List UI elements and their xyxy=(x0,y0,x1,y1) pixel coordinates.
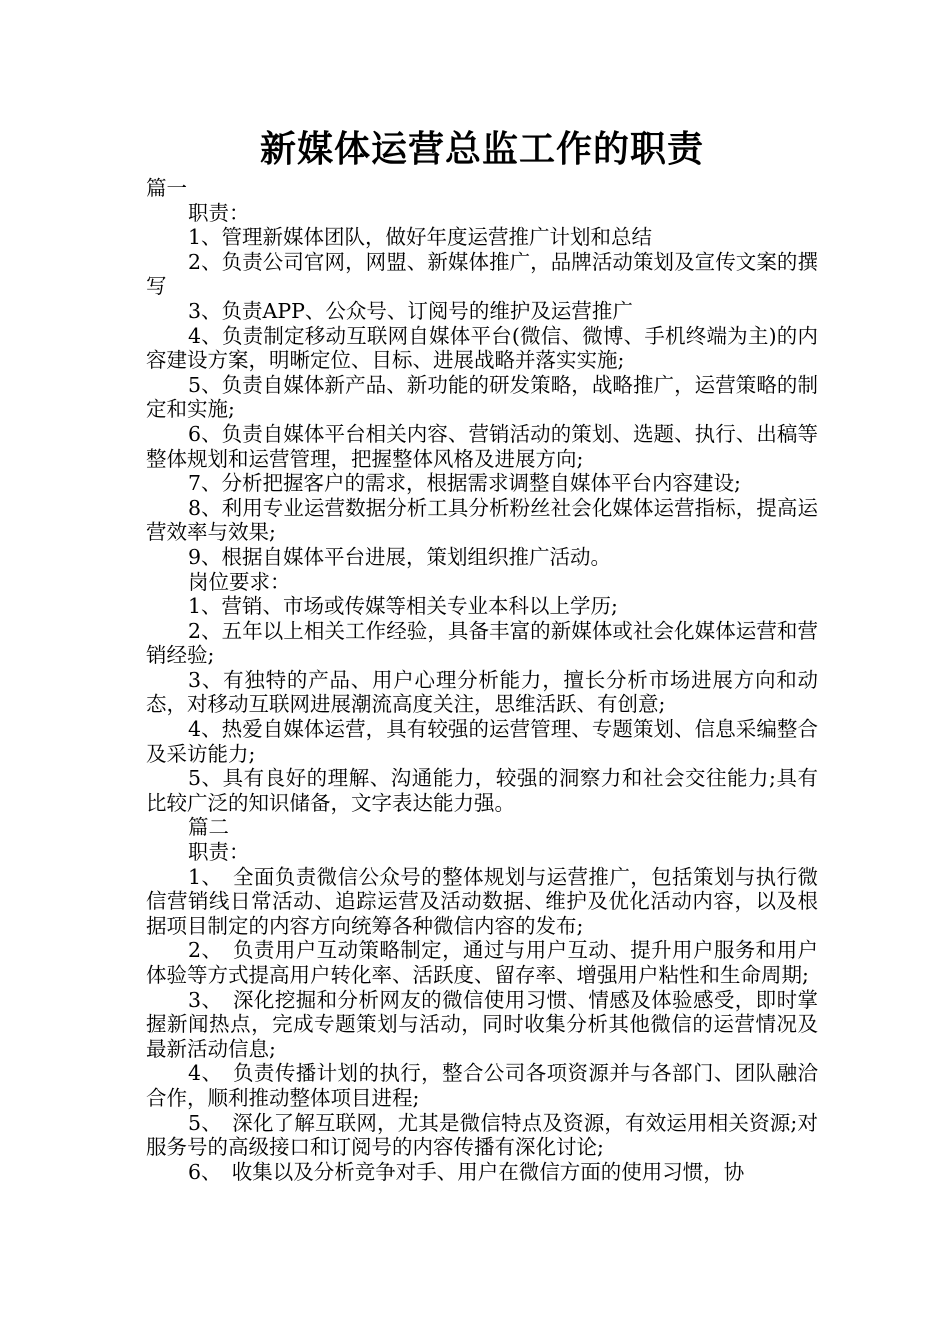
paragraph: 5、具有良好的理解、沟通能力，较强的洞察力和社会交往能力;具有比较广泛的知识储备，文字表达能力强。 xyxy=(146,766,818,815)
paragraph: 篇二 xyxy=(188,815,229,840)
paragraph: 4、热爱自媒体运营，具有较强的运营管理、专题策划、信息采编整合及采访能力; xyxy=(146,717,818,766)
paragraph: 8、利用专业运营数据分析工具分析粉丝社会化媒体运营指标，提高运营效率与效果; xyxy=(146,495,818,545)
page-title: 新媒体运营总监工作的职责 xyxy=(259,129,704,170)
paragraph: 9、根据自媒体平台进展，策划组织推广活动。 xyxy=(188,544,612,569)
paragraph: 岗位要求： xyxy=(188,569,291,594)
paragraph: 2、五年以上相关工作经验，具备丰富的新媒体或社会化媒体运营和营销经验; xyxy=(146,618,818,668)
paragraph: 5、 深化了解互联网，尤其是微信特点及资源，有效运用相关资源;对服务号的高级接口和订阅号的内容传播有深化讨论; xyxy=(146,1110,818,1160)
paragraph: 4、 负责传播计划的执行，整合公司各项资源并与各部门、团队融洽合作，顺利推动整体项目进程; xyxy=(146,1061,818,1110)
paragraph: 3、有独特的产品、用户心理分析能力，擅长分析市场进展方向和动态，对移动互联网进展潮流高度关注，思维活跃、有创意; xyxy=(146,667,818,717)
paragraph: 1、营销、市场或传媒等相关专业本科以上学历; xyxy=(188,594,618,619)
paragraph: 6、 收集以及分析竞争对手、用户在微信方面的使用习惯，协 xyxy=(188,1159,745,1184)
paragraph: 4、负责制定移动互联网自媒体平台(微信、微博、手机终端为主)的内容建设方案，明晰定位、目标、进展战略并落实实施; xyxy=(146,323,818,373)
paragraph: 2、负责公司官网，网盟、新媒体推广，品牌活动策划及宣传文案的撰写 xyxy=(146,249,818,299)
paragraph: 职责： xyxy=(188,840,250,865)
paragraph: 2、 负责用户互动策略制定，通过与用户互动、提升用户服务和用户体验等方式提高用户转化率、活跃度、留存率、增强用户粘性和生命周期; xyxy=(146,938,818,987)
paragraph: 3、 深化挖掘和分析网友的微信使用习惯、情感及体验感受，即时掌握新闻热点，完成专题策划与活动，同时收集分析其他微信的运营情况及最新活动信息; xyxy=(146,987,818,1061)
paragraph: 7、分析把握客户的需求，根据需求调整自媒体平台内容建设; xyxy=(188,471,741,496)
paragraph: 6、负责自媒体平台相关内容、营销活动的策划、选题、执行、出稿等整体规划和运营管理，把握整体风格及进展方向; xyxy=(146,421,818,471)
paragraph: 3、负责APP、公众号、订阅号的维护及运营推广 xyxy=(188,298,633,323)
paragraph: 1、管理新媒体团队，做好年度运营推广计划和总结 xyxy=(188,225,653,250)
document-page xyxy=(146,124,818,1184)
paragraph: 篇一 xyxy=(146,176,187,200)
paragraph: 职责： xyxy=(188,200,250,225)
paragraph: 1、 全面负责微信公众号的整体规划与运营推广，包括策划与执行微信营销线日常活动、追踪运营及活动数据、维护及优化活动内容，以及根据项目制定的内容方向统筹各种微信内容的发布; xyxy=(146,864,818,938)
document-body xyxy=(146,176,818,1184)
paragraph: 5、负责自媒体新产品、新功能的研发策略，战略推广，运营策略的制定和实施; xyxy=(146,372,818,422)
